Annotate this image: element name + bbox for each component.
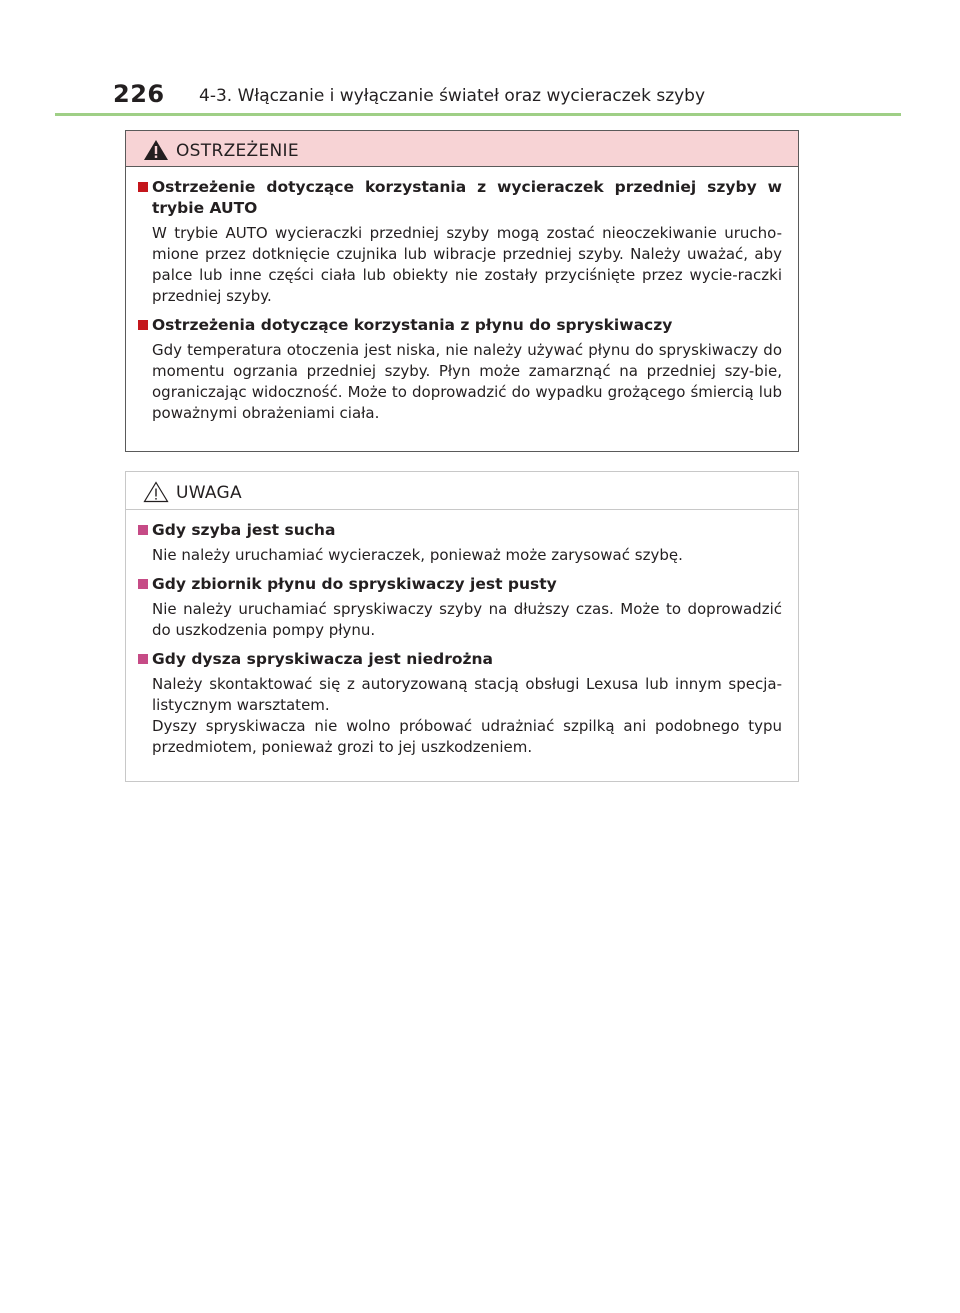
page-number: 226 bbox=[113, 80, 165, 108]
notice-box bbox=[125, 471, 799, 782]
square-bullet-icon bbox=[138, 525, 148, 535]
item-paragraph: Dyszy spryskiwacza nie wolno próbować udrażniać szpilką ani podobnego typu przedmiotem, ponieważ grozi to jej uszkodzeniem. bbox=[152, 717, 782, 756]
notice-box-body bbox=[126, 510, 798, 758]
list-item bbox=[138, 315, 782, 424]
warning-triangle-filled-icon bbox=[143, 139, 169, 161]
item-heading: Gdy zbiornik płynu do spryskiwaczy jest pusty bbox=[138, 574, 782, 595]
list-item bbox=[138, 574, 782, 641]
square-bullet-icon bbox=[138, 579, 148, 589]
item-text bbox=[138, 674, 782, 758]
header-divider bbox=[55, 113, 901, 116]
list-item bbox=[138, 649, 782, 758]
item-text: Nie należy uruchamiać wycieraczek, ponieważ może zarysować szybę. bbox=[152, 546, 683, 564]
item-heading: Ostrzeżenie dotyczące korzystania z wycieraczek przedniej szyby w trybie AUTO bbox=[138, 177, 782, 219]
warning-box-body bbox=[126, 167, 798, 424]
square-bullet-icon bbox=[138, 182, 148, 192]
item-heading: Gdy dysza spryskiwacza jest niedrożna bbox=[138, 649, 782, 670]
square-bullet-icon bbox=[138, 320, 148, 330]
square-bullet-icon bbox=[138, 654, 148, 664]
list-item bbox=[138, 177, 782, 307]
page-header bbox=[0, 0, 960, 120]
item-heading: Ostrzeżenia dotyczące korzystania z płynu do spryskiwaczy bbox=[138, 315, 782, 336]
item-heading: Gdy szyba jest sucha bbox=[138, 520, 782, 541]
item-text: Nie należy uruchamiać spryskiwaczy szyby na dłuższy czas. Może to doprowadzić do uszkodzenia pompy płynu. bbox=[152, 600, 782, 639]
list-item bbox=[138, 520, 782, 566]
item-text: W trybie AUTO wycieraczki przedniej szyby mogą zostać nieoczekiwanie urucho-mione przez dotknięcie czujnika lub wibracje przedniej szyby. Należy uważać, aby palce lub inne części ciała lub obiekty nie zostały przyciśnięte przez wycie-raczki przedniej szyby. bbox=[152, 224, 782, 305]
section-title: 4-3. Włączanie i wyłączanie świateł oraz wycieraczek szyby bbox=[199, 86, 706, 106]
warning-triangle-outline-icon bbox=[143, 481, 169, 503]
warning-box bbox=[125, 130, 799, 452]
item-paragraph: Należy skontaktować się z autoryzowaną stacją obsługi Lexusa lub innym specja-listycznym warsztatem. bbox=[152, 675, 782, 714]
notice-label: UWAGA bbox=[176, 483, 242, 503]
warning-label: OSTRZEŻENIE bbox=[176, 141, 299, 161]
notice-box-header bbox=[126, 472, 798, 510]
warning-box-header bbox=[126, 131, 798, 167]
item-text: Gdy temperatura otoczenia jest niska, nie należy używać płynu do spryskiwaczy do momentu ogrzania przedniej szyby. Płyn może zamarznąć na przedniej szy-bie, ograniczając widoczność. Może to doprowadzić do wypadku grożącego śmiercią lub poważnymi obrażeniami ciała. bbox=[152, 341, 782, 422]
